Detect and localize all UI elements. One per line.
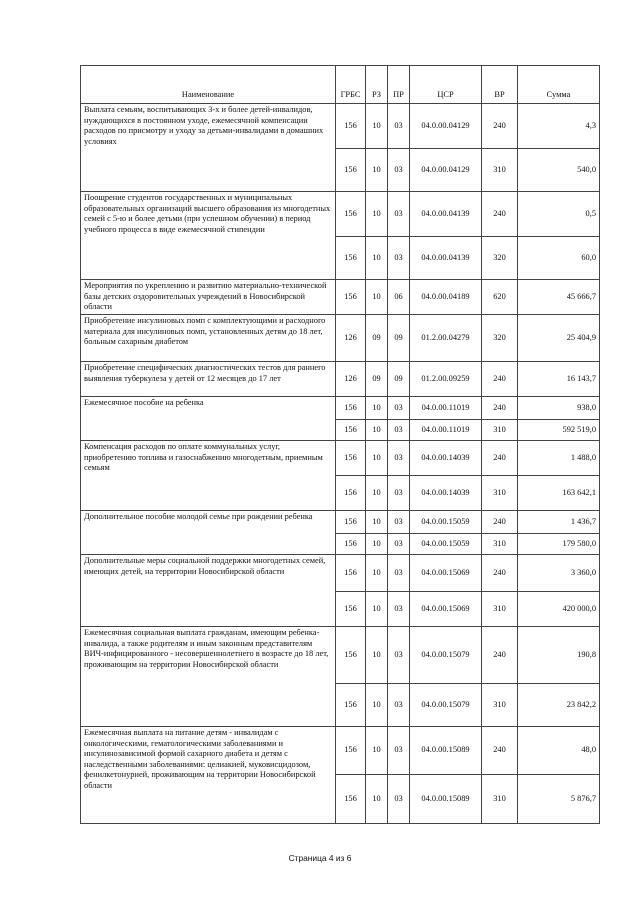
vr-cell: 320 [482, 315, 518, 362]
header-pr: ПР [388, 66, 410, 104]
csr-cell: 04.0.00.15059 [410, 511, 482, 534]
sum-cell: 540,0 [518, 149, 600, 192]
vr-cell: 310 [482, 476, 518, 511]
vr-cell: 310 [482, 420, 518, 441]
csr-cell: 04.0.00.04139 [410, 192, 482, 237]
pr-cell: 03 [388, 775, 410, 824]
pr-cell: 03 [388, 237, 410, 280]
rz-cell: 09 [366, 315, 388, 362]
table-row [81, 555, 600, 592]
item-name-cell: Дополнительное пособие молодой семье при рождении ребенка [81, 511, 336, 555]
grbs-cell: 156 [336, 627, 366, 684]
grbs-cell: 156 [336, 511, 366, 534]
csr-cell: 04.0.00.14039 [410, 476, 482, 511]
rz-cell: 10 [366, 476, 388, 511]
csr-cell: 04.0.00.15069 [410, 592, 482, 627]
vr-cell: 240 [482, 555, 518, 592]
pr-cell: 03 [388, 592, 410, 627]
pr-cell: 06 [388, 280, 410, 315]
page-number: Страница 4 из 6 [288, 853, 352, 863]
sum-cell: 16 143,7 [518, 362, 600, 397]
sum-cell: 190,8 [518, 627, 600, 684]
csr-cell: 04.0.00.04129 [410, 149, 482, 192]
pr-cell: 03 [388, 192, 410, 237]
vr-cell: 620 [482, 280, 518, 315]
rz-cell: 10 [366, 441, 388, 476]
vr-cell: 310 [482, 775, 518, 824]
sum-cell: 163 642,1 [518, 476, 600, 511]
grbs-cell: 156 [336, 149, 366, 192]
grbs-cell: 156 [336, 397, 366, 420]
item-name-cell: Ежемесячная выплата на питание детям - инвалидам с онкологическими, гематологическими заболеваниями и инсулинозависимой формой сахарного диабета и детям с наследственными заболеваниями: целиакией, муковисцидозом, фенилкетонурией, проживающим на территории Новосибирской области [81, 727, 336, 824]
table-row [81, 441, 600, 476]
rz-cell: 10 [366, 727, 388, 775]
table-row [81, 727, 600, 775]
grbs-cell: 156 [336, 104, 366, 149]
grbs-cell: 156 [336, 441, 366, 476]
csr-cell: 01.2.00.09259 [410, 362, 482, 397]
header-sum: Сумма [518, 66, 600, 104]
item-name-cell: Ежемесячная социальная выплата гражданам, имеющим ребенка-инвалида, а также родителям и иным законным представителям ВИЧ-инфицированного - несовершеннолетнего в возрасте до 18 лет, проживающим на территории Новосибирской области [81, 627, 336, 727]
pr-cell: 09 [388, 362, 410, 397]
sum-cell: 592 519,0 [518, 420, 600, 441]
sum-cell: 3 360,0 [518, 555, 600, 592]
table-body [81, 104, 600, 824]
grbs-cell: 156 [336, 534, 366, 555]
item-name-cell: Компенсация расходов по оплате коммунальных услуг, приобретению топлива и газоснабжению многодетным, приемным семьям [81, 441, 336, 511]
budget-table [80, 65, 600, 824]
vr-cell: 240 [482, 441, 518, 476]
rz-cell: 10 [366, 627, 388, 684]
grbs-cell: 156 [336, 476, 366, 511]
header-csr: ЦСР [410, 66, 482, 104]
grbs-cell: 156 [336, 775, 366, 824]
sum-cell: 45 666,7 [518, 280, 600, 315]
header-grbs: ГРБС [336, 66, 366, 104]
item-name-cell: Выплата семьям, воспитывающих 3-х и более детей-инвалидов, нуждающихся в постоянном уходе, ежемесячной компенсации расходов по присмотру и уходу за детьми-инвалидами в домашних условиях [81, 104, 336, 192]
item-name-cell: Ежемесячное пособие на ребенка [81, 397, 336, 441]
grbs-cell: 156 [336, 555, 366, 592]
rz-cell: 10 [366, 104, 388, 149]
grbs-cell: 156 [336, 420, 366, 441]
rz-cell: 10 [366, 684, 388, 727]
sum-cell: 60,0 [518, 237, 600, 280]
rz-cell: 10 [366, 775, 388, 824]
pr-cell: 03 [388, 684, 410, 727]
rz-cell: 10 [366, 420, 388, 441]
rz-cell: 10 [366, 237, 388, 280]
item-name-cell: Мероприятия по укреплению и развитию материально-технической базы детских оздоровительных учреждений в Новосибирской области [81, 280, 336, 315]
grbs-cell: 156 [336, 727, 366, 775]
rz-cell: 10 [366, 192, 388, 237]
rz-cell: 10 [366, 555, 388, 592]
grbs-cell: 126 [336, 315, 366, 362]
csr-cell: 04.0.00.04189 [410, 280, 482, 315]
vr-cell: 320 [482, 237, 518, 280]
rz-cell: 09 [366, 362, 388, 397]
pr-cell: 03 [388, 441, 410, 476]
header-vr: ВР [482, 66, 518, 104]
vr-cell: 240 [482, 727, 518, 775]
grbs-cell: 156 [336, 237, 366, 280]
table-row [81, 192, 600, 237]
vr-cell: 310 [482, 684, 518, 727]
rz-cell: 10 [366, 592, 388, 627]
pr-cell: 03 [388, 555, 410, 592]
table-header [81, 66, 600, 104]
pr-cell: 03 [388, 476, 410, 511]
csr-cell: 04.0.00.04129 [410, 104, 482, 149]
rz-cell: 10 [366, 280, 388, 315]
grbs-cell: 126 [336, 362, 366, 397]
sum-cell: 4,3 [518, 104, 600, 149]
pr-cell: 03 [388, 149, 410, 192]
vr-cell: 240 [482, 104, 518, 149]
csr-cell: 04.0.00.15069 [410, 555, 482, 592]
sum-cell: 1 488,0 [518, 441, 600, 476]
item-name-cell: Дополнительные меры социальной поддержки многодетных семей, имеющих детей, на территории Новосибирской области [81, 555, 336, 627]
sum-cell: 179 580,0 [518, 534, 600, 555]
pr-cell: 03 [388, 420, 410, 441]
vr-cell: 240 [482, 397, 518, 420]
vr-cell: 310 [482, 149, 518, 192]
vr-cell: 310 [482, 534, 518, 555]
item-name-cell: Поощрение студентов государственных и муниципальных образовательных организаций высшего образования из многодетных семей с 5-ю и более детьми (при успешном обучении) в период учебного процесса в виде ежемесячной стипендии [81, 192, 336, 280]
item-name-cell: Приобретение инсулиновых помп с комплектующими и расходного материала для инсулиновых помп, установленных детям до 18 лет, больным сахарным диабетом [81, 315, 336, 362]
grbs-cell: 156 [336, 592, 366, 627]
rz-cell: 10 [366, 534, 388, 555]
csr-cell: 04.0.00.15089 [410, 727, 482, 775]
table-row [81, 315, 600, 362]
csr-cell: 04.0.00.15079 [410, 627, 482, 684]
rz-cell: 10 [366, 397, 388, 420]
vr-cell: 240 [482, 511, 518, 534]
csr-cell: 04.0.00.15079 [410, 684, 482, 727]
sum-cell: 48,0 [518, 727, 600, 775]
csr-cell: 04.0.00.11019 [410, 397, 482, 420]
pr-cell: 03 [388, 511, 410, 534]
sum-cell: 938,0 [518, 397, 600, 420]
csr-cell: 04.0.00.11019 [410, 420, 482, 441]
csr-cell: 04.0.00.14039 [410, 441, 482, 476]
grbs-cell: 156 [336, 684, 366, 727]
pr-cell: 03 [388, 627, 410, 684]
vr-cell: 310 [482, 592, 518, 627]
grbs-cell: 156 [336, 192, 366, 237]
table-row [81, 397, 600, 420]
table-row [81, 511, 600, 534]
rz-cell: 10 [366, 511, 388, 534]
csr-cell: 04.0.00.04139 [410, 237, 482, 280]
vr-cell: 240 [482, 362, 518, 397]
sum-cell: 5 876,7 [518, 775, 600, 824]
sum-cell: 25 404,9 [518, 315, 600, 362]
csr-cell: 01.2.00.04279 [410, 315, 482, 362]
csr-cell: 04.0.00.15059 [410, 534, 482, 555]
sum-cell: 1 436,7 [518, 511, 600, 534]
pr-cell: 03 [388, 727, 410, 775]
item-name-cell: Приобретение специфических диагностических тестов для раннего выявления туберкулеза у детей от 12 месяцев до 17 лет [81, 362, 336, 397]
rz-cell: 10 [366, 149, 388, 192]
pr-cell: 03 [388, 104, 410, 149]
table-row [81, 104, 600, 149]
sum-cell: 0,5 [518, 192, 600, 237]
sum-cell: 23 842,2 [518, 684, 600, 727]
csr-cell: 04.0.00.15089 [410, 775, 482, 824]
sum-cell: 420 000,0 [518, 592, 600, 627]
table-row [81, 280, 600, 315]
grbs-cell: 156 [336, 280, 366, 315]
vr-cell: 240 [482, 627, 518, 684]
header-row [81, 66, 600, 104]
pr-cell: 03 [388, 397, 410, 420]
vr-cell: 240 [482, 192, 518, 237]
header-rz: РЗ [366, 66, 388, 104]
header-name: Наименование [81, 66, 336, 104]
pr-cell: 03 [388, 534, 410, 555]
table-row [81, 362, 600, 397]
pr-cell: 09 [388, 315, 410, 362]
table-row [81, 627, 600, 684]
